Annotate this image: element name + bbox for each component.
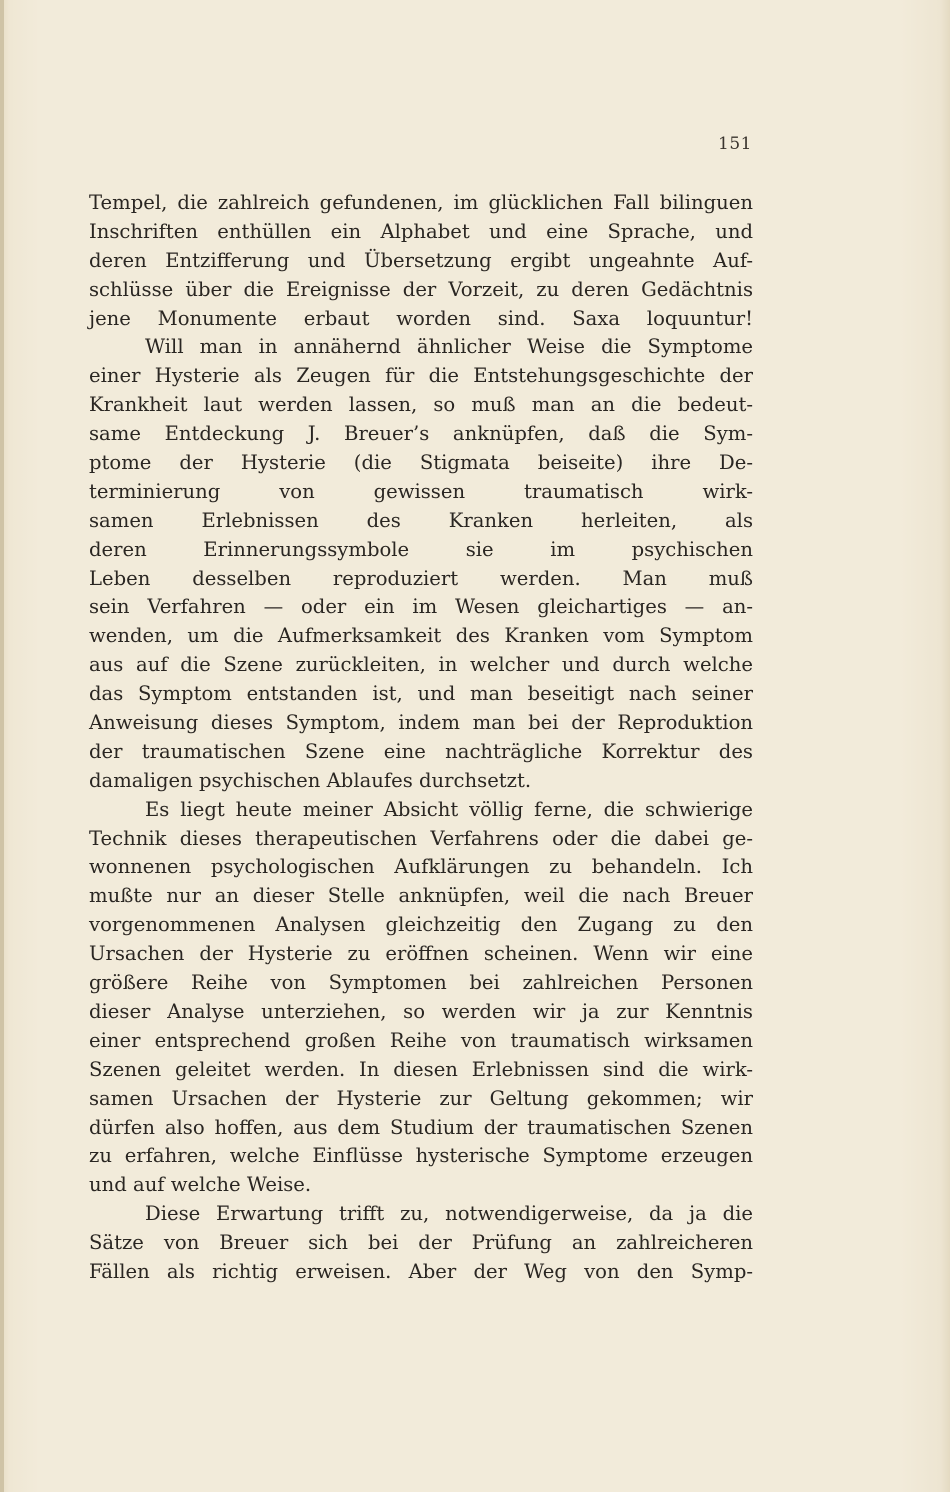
text-line: Will man in annähernd ähnlicher Weise die Symptome	[145, 335, 753, 359]
text-line: das Symptom entstanden ist, und man beseitigt nach seiner	[89, 682, 753, 706]
text-line: samen Erlebnissen des Kranken herleiten, als	[89, 508, 753, 532]
text-line: vorgenommenen Analysen gleichzeitig den Zugang zu den	[89, 913, 753, 937]
text-line: und auf welche Weise.	[89, 1173, 312, 1197]
text-line: Inschriften enthüllen ein Alphabet und eine Sprache, und	[89, 219, 753, 243]
text-line: Sätze von Breuer sich bei der Prüfung an zahlreicheren	[89, 1231, 753, 1255]
text-line: wenden, um die Aufmerksamkeit des Kranken vom Symptom	[89, 624, 753, 648]
text-line: dieser Analyse unterziehen, so werden wir ja zur Kenntnis	[89, 999, 753, 1023]
page-number: 151	[718, 134, 752, 154]
text-line: Anweisung dieses Symptom, indem man bei der Reproduktion	[89, 711, 753, 735]
text-line: deren Entzifferung und Übersetzung ergibt ungeahnte Auf-	[89, 248, 753, 272]
text-line: ptome der Hysterie (die Stigmata beiseite) ihre De-	[89, 451, 753, 475]
text-line: Leben desselben reproduziert werden. Man muß	[89, 566, 753, 590]
text-line: damaligen psychischen Ablaufes durchsetzt.	[89, 768, 532, 792]
text-line: einer entsprechend großen Reihe von traumatisch wirksamen	[89, 1028, 753, 1052]
text-line: terminierung von gewissen traumatisch wirk-	[89, 479, 753, 503]
text-line: same Entdeckung J. Breuer’s anknüpfen, daß die Sym-	[89, 422, 753, 446]
text-line: wonnenen psychologischen Aufklärungen zu behandeln. Ich	[89, 855, 753, 879]
text-line: einer Hysterie als Zeugen für die Entstehungsgeschichte der	[89, 364, 753, 388]
text-line: Es liegt heute meiner Absicht völlig ferne, die schwierige	[145, 797, 753, 821]
text-line: Technik dieses therapeutischen Verfahrens oder die dabei ge-	[89, 826, 753, 850]
text-line: mußte nur an dieser Stelle anknüpfen, weil die nach Breuer	[89, 884, 753, 908]
text-line: größere Reihe von Symptomen bei zahlreichen Personen	[89, 971, 753, 995]
page-edge	[0, 0, 4, 1492]
text-line: Fällen als richtig erweisen. Aber der Weg von den Symp-	[89, 1259, 753, 1283]
text-line: Krankheit laut werden lassen, so muß man an die bedeut-	[89, 393, 753, 417]
text-line: zu erfahren, welche Einflüsse hysterische Symptome erzeugen	[89, 1144, 753, 1168]
text-line: aus auf die Szene zurückleiten, in welcher und durch welche	[89, 653, 753, 677]
text-line: Diese Erwartung trifft zu, notwendigerweise, da ja die	[145, 1202, 753, 1226]
text-line: Szenen geleitet werden. In diesen Erlebnissen sind die wirk-	[89, 1057, 753, 1081]
text-line: deren Erinnerungssymbole sie im psychischen	[89, 537, 753, 561]
text-line: Ursachen der Hysterie zu eröffnen scheinen. Wenn wir eine	[89, 942, 753, 966]
body-text	[89, 189, 753, 1287]
text-line: sein Verfahren — oder ein im Wesen gleichartiges — an-	[89, 595, 753, 619]
text-line: schlüsse über die Ereignisse der Vorzeit, zu deren Gedächtnis	[89, 277, 753, 301]
text-line: jene Monumente erbaut worden sind. Saxa loquuntur!	[89, 306, 753, 330]
text-line: samen Ursachen der Hysterie zur Geltung gekommen; wir	[89, 1086, 753, 1110]
text-line: der traumatischen Szene eine nachträgliche Korrektur des	[89, 739, 753, 763]
text-line: Tempel, die zahlreich gefundenen, im glücklichen Fall bilinguen	[89, 191, 753, 214]
text-line: dürfen also hoffen, aus dem Studium der traumatischen Szenen	[89, 1115, 753, 1139]
